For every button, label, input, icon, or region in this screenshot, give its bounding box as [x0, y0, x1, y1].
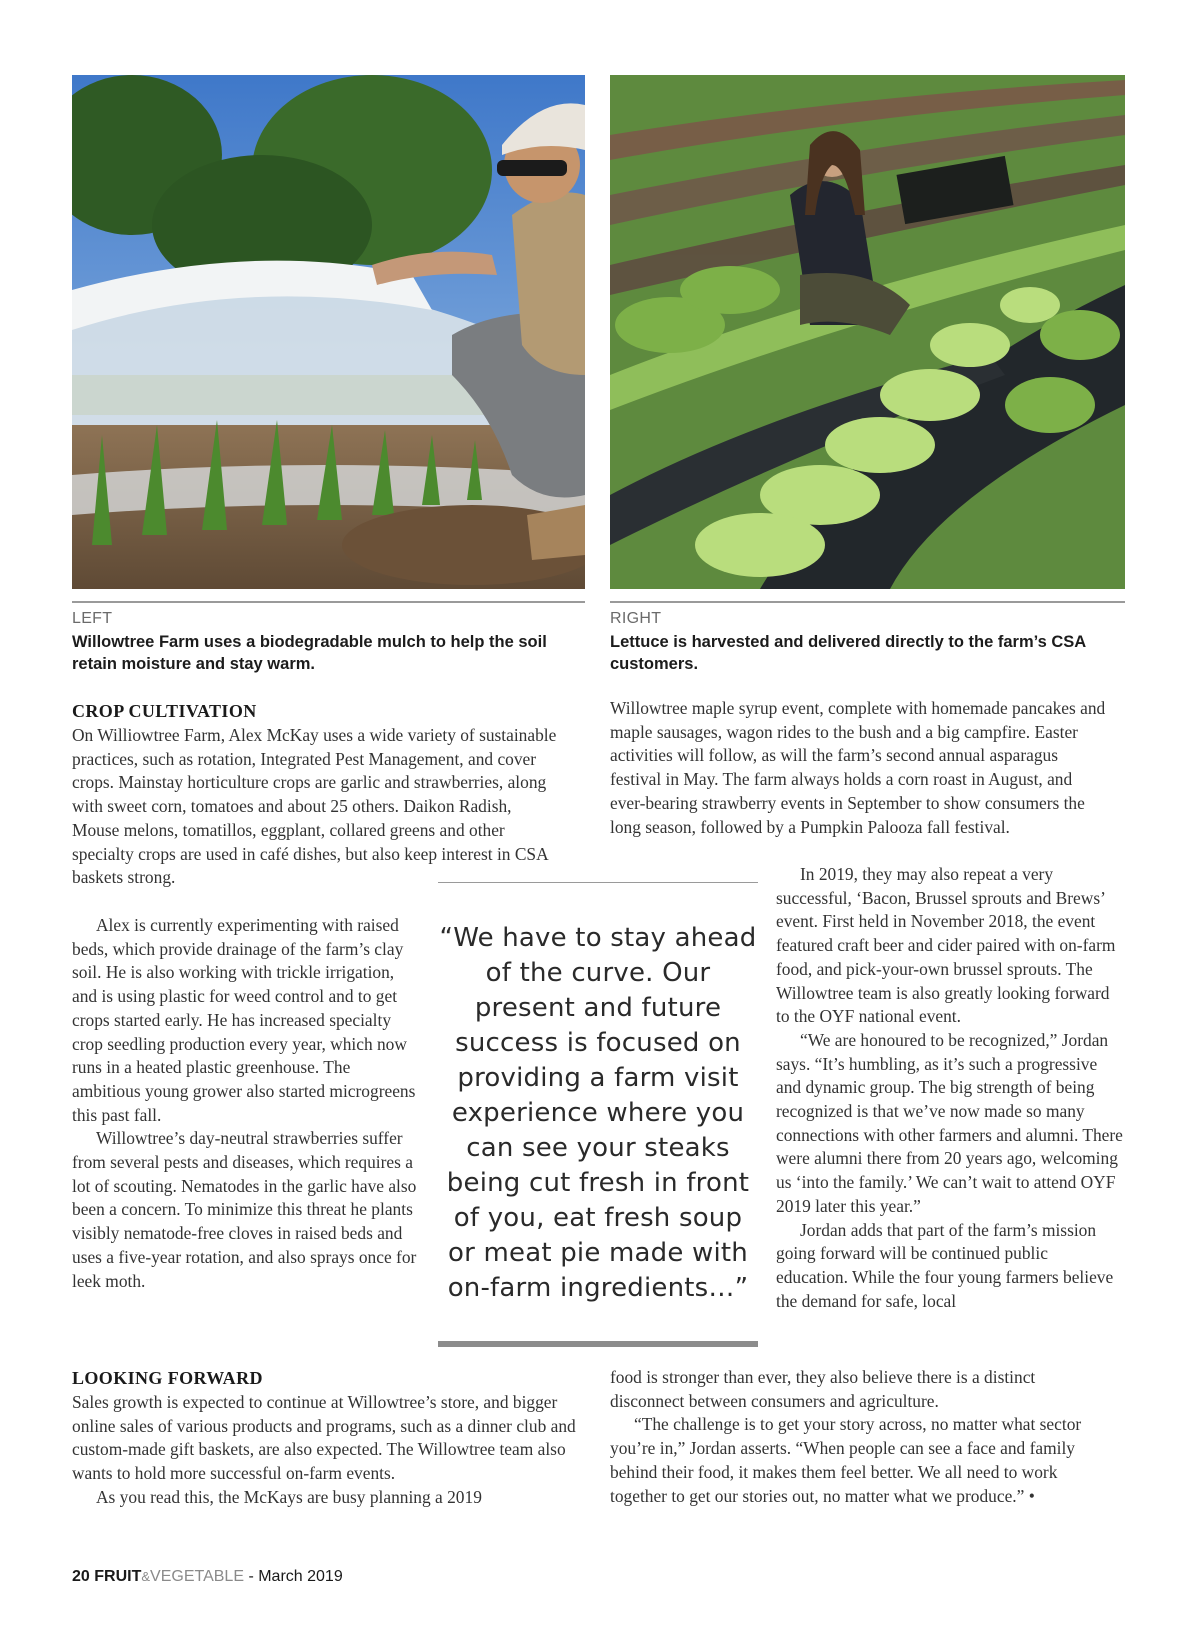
pull-quote-text: “We have to stay ahead of the curve. Our present and future success is focused on providing a farm visit experience where you can see your steaks being cut fresh in front of you, eat fresh soup or meat pie made with on-farm ingredients…” — [439, 923, 757, 1303]
publication-name-vegetable: VEGETABLE — [150, 1568, 244, 1585]
right-column-p2: In 2019, they may also repeat a very successful, ‘Bacon, Brussel sprouts and Brews’ event. First held in November 2018, the event featured craft beer and cider paired with on-farm food, and pick-your-own brussel sprouts. The Willowtree team is also greatly looking forward to the OYF national event. — [776, 864, 1116, 1027]
crop-cultivation-heading: CROP CULTIVATION — [72, 701, 257, 721]
lettuce-harvest-image — [610, 75, 1125, 589]
looking-forward-p1: Sales growth is expected to continue at Willowtree’s store, and bigger online sales of various products and programs, such as a dinner club and custom-made gift baskets, are also expected. The Willowtree team also wants to hold more successful on-farm events. — [72, 1392, 576, 1484]
pull-quote — [438, 882, 758, 1306]
right-column-p6: “The challenge is to get your story across, no matter what sector you’re in,” Jordan asserts. “When people can see a face and family behind their food, it makes them feel better. We all need to work together to get our stories out, no matter what we produce.” • — [610, 1414, 1082, 1506]
right-column-p4: Jordan adds that part of the farm’s mission going forward will be continued public education. While the four young farmers believe the demand for safe, local — [776, 1219, 1114, 1311]
caption-right-text: Lettuce is harvested and delivered directly to the farm’s CSA customers. — [610, 633, 1086, 673]
caption-left-label: LEFT — [72, 610, 113, 627]
caption-left-text: Willowtree Farm uses a biodegradable mulch to help the soil retain moisture and stay warm. — [72, 633, 547, 673]
crop-cultivation-p2: Alex is currently experimenting with raised beds, which provide drainage of the farm’s clay soil. He is also working with trickle irrigation, and is using plastic for weed control and to get crops started early. He has increased specialty crop seedling production every year, which now runs in a heated plastic greenhouse. The ambitious young grower also started microgreens this past fall. — [72, 915, 416, 1125]
right-column-p5: food is stronger than ever, they also believe there is a distinct disconnect between consumers and agriculture. — [610, 1367, 1036, 1411]
crop-cultivation-p1: On Williowtree Farm, Alex McKay uses a wide variety of sustainable practices, such as rotation, Integrated Pest Management, and cover crops. Mainstay horticulture crops are garlic and strawberries, along with sweet corn, tomatoes and about 25 others. Daikon Radish, Mouse melons, tomatillos, eggplant, collared greens and other specialty crops are used in café dishes, but also keep interest in CSA baskets strong. — [72, 725, 557, 888]
looking-forward-heading: LOOKING FORWARD — [72, 1368, 263, 1388]
farmer-mulch-photo — [72, 75, 585, 589]
crop-cultivation-p3: Willowtree’s day-neutral strawberries suffer from several pests and diseases, which requires a lot of scouting. Nematodes in the garlic have also been a concern. To minimize this threat he plants visibly nematode-free cloves in raised beds and uses a five-year rotation, and also sprays once for leek moth. — [72, 1128, 417, 1291]
right-column-top — [610, 697, 1110, 839]
issue-date: - March 2019 — [248, 1568, 343, 1585]
crop-cultivation-intro — [72, 724, 587, 890]
caption-right-label: RIGHT — [610, 610, 662, 627]
right-column-bottom — [610, 1366, 1110, 1508]
caption-rule-left — [72, 601, 585, 603]
farmer-mulch-image — [72, 75, 585, 589]
page-number: 20 — [72, 1568, 90, 1585]
lettuce-harvest-photo — [610, 75, 1125, 589]
looking-forward-p2: As you read this, the McKays are busy planning a 2019 — [96, 1486, 482, 1507]
page-footer — [72, 1568, 343, 1586]
publication-ampersand: & — [141, 1569, 151, 1584]
looking-forward-body — [72, 1391, 587, 1510]
publication-name-fruit: FRUIT — [94, 1568, 142, 1585]
right-column-middle — [776, 863, 1124, 1313]
pull-quote-bar — [438, 1341, 758, 1347]
crop-cultivation-body — [72, 914, 422, 1293]
right-column-p1: Willowtree maple syrup event, complete with homemade pancakes and maple sausages, wagon rides to the bush and a big campfire. Easter activities will follow, as will the farm’s second annual asparagus festival in May. The farm always holds a corn roast in August, and ever-bearing strawberry events in September to show consumers the long season, followed by a Pumpkin Palooza fall festival. — [610, 698, 1106, 837]
right-column-p3: “We are honoured to be recognized,” Jordan says. “It’s humbling, as it’s such a progressive and dynamic group. The big strength of being recognized is that we’ve now made so many connections with other farmers and alumni. There were alumni there from 20 years ago, welcoming us ‘into the family.’ We can’t wait to attend OYF 2019 later this year.” — [776, 1029, 1123, 1216]
caption-rule-right — [610, 601, 1125, 603]
